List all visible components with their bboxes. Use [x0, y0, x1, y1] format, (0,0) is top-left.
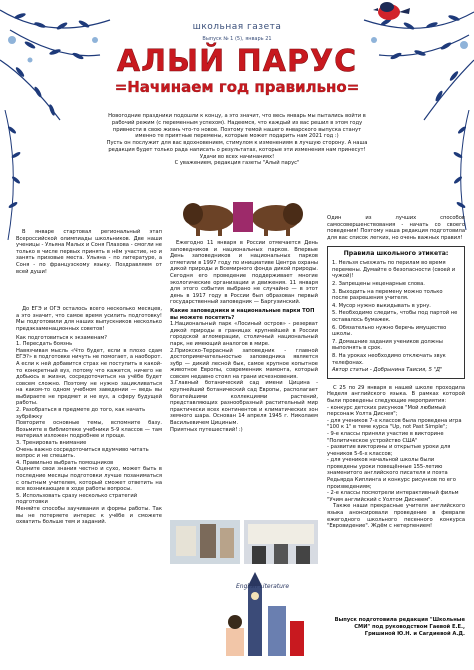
intro-paragraph: Пусть он послужит для вас вдохновением, стимулом к изменениям в лучшую сторону. А наша редакция будет только рада написать о результатах, которые эти изменения нам принесут! Удачи во всех начинаниях! — [106, 140, 368, 160]
issue-number: Выпуск № 1 (5), январь 21 — [202, 36, 272, 42]
intro-paragraph: Новогодние праздники подошли к концу, а это значит, что весь январь мы пытались войти в рабочий режим (с переменным успехом). Надеемся, что каждый из вас решил в этом году привнести в свою жизнь что-то новое. Поэтому темой нашего январского выпуска станут именно те приятные перемены, которые может подарить нам 2021 год :) — [108, 113, 366, 140]
rule-item: 6. Обязательно нужно беречь имущество школы. — [332, 324, 447, 338]
olympiad-text: В январе стартовал региональный этап Всероссийской олимпиады школьников. Две наши ученицы - Ульяна Малых и Соня Плахова - смогли не только в числе первых принять в нём участие, но и занять призовые места. Ульяна - по литературе, а Соня - по французскому языку. Поздравляем от всей души! — [16, 229, 162, 275]
exam-tip: Очень важно сосредоточиться вдумчиво читать вопрос и не спешить. — [16, 446, 149, 460]
english-text: С 25 по 29 января в нашей школе проходила Неделя английского языка. В рамках которой были проведены следующие мероприятия: — [327, 384, 465, 404]
intro-signature: С уважением, редакция газеты "Алый парус" — [174, 160, 300, 167]
english-text: Также наши прекрасные учителя английского языка анонсировали проведение в феврале ежегодного школьного песенного конкурса "Евровидение". Ждём с нетерпением! — [327, 503, 465, 530]
english-item: - 2-е классы посмотрели интерактивный фильм "Учим английский с Уолтом Диснеем". — [327, 490, 459, 503]
rule-item: 4. Мусор нужно выкидывать в урну. — [332, 302, 431, 309]
middle-column — [170, 240, 318, 438]
exam-tip: Меняйте способы заучивания и формы работы. Так вы не потеряете интерес к учёбе и сможете охватить больше тем и заданий. — [16, 505, 162, 526]
left-column — [16, 229, 162, 531]
exam-tip: Навязчивая мысль «Что будет, если в плохо сдам ЕГЭ?» в подготовке ничуть не помогает, а наоборот. А если к ней добавится страх не поступить в какой-то конкретный вуз, потому что кажется, ничего не добьюсь в жизни, сосредоточиться на учёбе будет совсем сложно. Поэтому не нужно зацикливаться на каком-то одном учебном заведении — ведь вы выбираете не предмет и не вуз, а сферу будущей работы. — [16, 347, 162, 407]
rule-item: 1. Нельзя съезжать по перилам во время перемены. Думайте о безопасности (своей и чужой)! — [332, 260, 456, 280]
rule-item: 7. Домашние задания учеников должны выполнять в срок. — [332, 338, 443, 352]
reserves-closing: Приятных путешествий! :) — [170, 426, 243, 433]
rule-item: 3. Выходить на перемену можно только после разрешения учителя. — [332, 288, 443, 302]
english-item: - для учеников начальной школы были проведены уроки повещённые 155-летию знаменитого английского писателя и поэта Редьярда Киплинга и конкурс рисунков по его произведениям; — [327, 457, 456, 490]
london-illustration-icon — [220, 566, 320, 666]
exam-tip: 5. Использовать сразу несколько стратегий подготовки — [16, 492, 138, 506]
reserves-text: Ежегодно 11 января в России отмечается День заповедников и национальных парков. Впервые День заповедников и национальных парков отметили в 1997 году по инициативе Центра охраны дикой природы и Всемирного фонда дикой природы. Сегодня его проведение поддерживает многие экологические организации и движения. 11 января для этого события выбрано не случайно — в этот день в 1917 году в России был образован первый государственный заповедник — Баргузинский. — [170, 240, 318, 306]
rule-item: 2. Запрещены неценарные слова. — [332, 281, 425, 288]
reserves-article — [170, 240, 318, 433]
exam-tip: 1. Пересдать боязнь — [16, 341, 73, 348]
exam-tip: 3. Тренировать внимание — [16, 440, 87, 447]
reserves-heading: Какие заповедники и национальные парки ТОП вы можете посетить? — [170, 307, 315, 321]
exam-tip: 2. Разобраться в предмете до того, как начать зубрёжку — [16, 407, 146, 420]
rule-author: Автор статьи - Добрынина Таисия, 5 "Д" — [332, 367, 443, 374]
exam-intro: До ЕГЭ и ОГЭ осталось всего несколько месяцев, а это значит, что самое время усилить подготовку! Мы подготовили для наших выпускников несколько предэкзаменационных советов! — [16, 306, 162, 332]
reserve-item: 1.Национальный парк «Лосиный остров» - резерват дикой природы в границах крупнейшей в России городской агломерации, столичный национальный парк, не имеющий аналогов в мире. — [170, 321, 318, 347]
rule-item: 8. На уроках необходимо отключать звук телефонах. — [332, 352, 446, 366]
right-column — [327, 215, 465, 535]
rule-item: 5. Необходимо следить, чтобы под партой не оставалось бумажек. — [332, 310, 458, 323]
exam-question: Как подготовиться к экзаменам? — [16, 334, 108, 341]
exam-tip: Повторите основные темы, вспомните базу. Возьмите в библиотеке учебники 5-9 классов — там материал изложен подробнее и проще. — [16, 420, 162, 440]
olympiad-article — [16, 229, 162, 275]
newspaper-kicker: школьная газета — [192, 22, 282, 32]
credits: Выпуск подготовила редакция "Школьные СМИ" под руководством Гаевой Е.Е., Гришиной Ю.Н. и Сагдиевой А.Д. — [334, 617, 465, 637]
exam-article — [16, 306, 162, 526]
english-item: - 9-е классы приняли участие в викторине "Политическое устройство США" — [327, 430, 444, 444]
exam-tip: Оцените свои знания честно и сухо, может быть в последние месяцы подготовки лучше позаниматься с опытным учителем, который сможет ответить на все возникающие в ходе работы вопросы. — [16, 466, 162, 493]
exam-tip: 4. Правильно выбрать помощников — [16, 459, 114, 466]
english-item: - развитие викторины и открытые уроки для учеников 5-6-х классов; — [327, 444, 451, 457]
photo-students-left — [170, 520, 240, 564]
english-item: - для учеников 7-х классов была проведена игра "100 к 1" в теме курса "Up, not Past Simple"; — [327, 417, 462, 431]
board-label: English Literature — [236, 583, 290, 590]
issue-subtitle: =Начинаем год правильно= — [114, 78, 360, 96]
photo-students-right — [244, 520, 318, 564]
reserve-item: 2.Приокско-Террасный заповедник - главной достопримечательностью заповедника является зубр — дикий лесной бык, самое крупное копытное животное Европы, современник мамонта, который совсем недавно стоял на грани исчезновения. — [170, 347, 318, 380]
etiquette-rules-box — [327, 246, 465, 378]
newspaper-title: АЛЫЙ ПАРУС — [116, 44, 358, 79]
english-week-article — [327, 385, 465, 530]
olympiad-icon — [18, 215, 64, 229]
intro-section — [102, 113, 372, 167]
english-item: - конкурс детских рисунков "Мой любимый персонаж Уолта Диснея"; — [327, 404, 446, 418]
rules-title: Правила школьного этикета: — [343, 250, 449, 258]
right-foliage-icon — [444, 110, 474, 230]
bison-icon — [178, 192, 308, 238]
reserve-item: 3.Главный ботанический сад имени Цицина - крупнейший ботанический сад Европы, располагает богатейшими коллекциями растений, представляющих разнообразный растительный мир практически всех континентов и климатических зон земного шара. Основан 14 апреля 1945 г. Николаем Васильевичем Цициным. — [170, 380, 318, 427]
bullfinch-icon — [373, 2, 410, 20]
etiquette-intro — [327, 215, 465, 241]
etiquette-intro-text: Один из лучших способов самосовершенствования - начать со своего поведения! Поэтому наша редакция подготовила для вас список легких, но очень важных правил! — [327, 215, 465, 241]
